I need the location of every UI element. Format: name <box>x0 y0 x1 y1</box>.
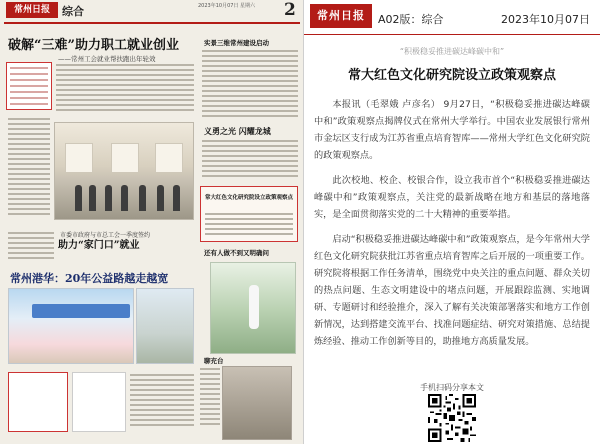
article-subheadline: ——常州工会就业帮扶跑出年轮效 <box>58 55 156 63</box>
article-text-block <box>56 64 194 114</box>
article-title: 常大红色文化研究院设立政策观察点 <box>347 68 556 83</box>
highlighted-article-frame[interactable] <box>200 186 298 242</box>
share-qr-code[interactable] <box>428 394 476 442</box>
article-text-block <box>8 118 50 218</box>
article-body <box>314 96 590 358</box>
article-headline-link[interactable]: 破解“三难”助力职工就业创业 <box>8 38 179 53</box>
article-viewer <box>304 0 600 444</box>
news-photo-event[interactable] <box>8 288 134 364</box>
highlighted-article-title: 常大红色文化研究院设立政策观察点 <box>205 195 294 201</box>
newspaper-logo[interactable]: 常州日报 <box>310 4 372 28</box>
viewer-header <box>304 0 600 34</box>
event-banner <box>32 304 130 318</box>
article-text-block <box>130 374 194 429</box>
issue-date: 2023年10月07日 <box>501 13 590 26</box>
header-divider <box>304 34 600 35</box>
news-photo-group[interactable] <box>136 288 194 364</box>
page-masthead <box>0 0 304 22</box>
article-kicker: “积极稳妥推进碳达峰碳中和” <box>399 47 505 56</box>
news-photo-athlete[interactable] <box>210 262 296 354</box>
article-headline-link[interactable]: 聊充台 <box>204 357 224 365</box>
article-paragraph: 本报讯（毛翠娥 卢彦名） 9月27日，“积极稳妥推进碳达峰碳中和”政策观察点揭牌仪式在常州大学举行。中国农业发展银行常州市金坛区支行成为江苏省重点培育智库——常州大学红色文化研究院的政策观察点。 <box>314 99 590 161</box>
page-column-name: 综合 <box>62 5 84 18</box>
qr-code-icon <box>428 394 476 442</box>
page-section-label: A02版：综合 <box>378 13 444 26</box>
advertisement[interactable] <box>8 372 68 432</box>
masthead-rule <box>4 22 300 24</box>
page-date: 2023年10月07日 星期六 <box>198 3 256 9</box>
article-text-block <box>202 140 298 180</box>
page-number: 2 <box>284 0 296 20</box>
article-text-block <box>8 232 54 262</box>
article-text-block <box>200 368 220 428</box>
article-headline-link[interactable]: 助力“家门口”就业 <box>58 240 140 251</box>
advertisement[interactable] <box>72 372 126 432</box>
newspaper-logo: 常州日报 <box>6 2 58 18</box>
sidebar-box <box>6 62 52 110</box>
article-headline-link[interactable]: 还有人做不到又明确问 <box>204 249 269 257</box>
article-paragraph: 启动“积极稳妥推进碳达峰碳中和”政策观察点，是今年常州大学红色文化研究院获批江苏省重点培育智库之后开展的一项重要工作。研究院将根据工作任务清单，围绕党中央关注的重点问题、群众关切的热点问题、生态文明建设中的堵点问题，开展跟踪监测、实地调研、专题研讨和经验推介，深入了解有关决策部署落实和地方工作创新情况，达到搭建交流平台、找准问题症结、研究对策措施、总结提炼经验、推动工作创新等目的，助推地方高质量发展。 <box>314 234 590 347</box>
article-headline-link[interactable]: 实景三维常州建设启动 <box>204 39 269 47</box>
article-paragraph: 此次校地、校企、校银合作，设立我市首个“积极稳妥推进碳达峰碳中和”政策观察点，关注党的最新战略在地方和基层的落地落实，是全面贯彻落实党的二十大精神的重要举措。 <box>314 175 590 220</box>
article-kicker: 市委市政府与市总工会一季度签约 <box>60 232 151 239</box>
article-headline-link[interactable]: 常州港华：20年公益路越走越宽 <box>10 272 169 285</box>
article-headline-link[interactable]: 义勇之光 闪耀龙城 <box>204 126 271 136</box>
article-text-block <box>202 50 298 120</box>
news-photo-portrait[interactable] <box>222 366 292 440</box>
share-hint: 手机扫码分享本文 <box>420 383 484 392</box>
news-photo-meeting[interactable] <box>54 122 194 220</box>
